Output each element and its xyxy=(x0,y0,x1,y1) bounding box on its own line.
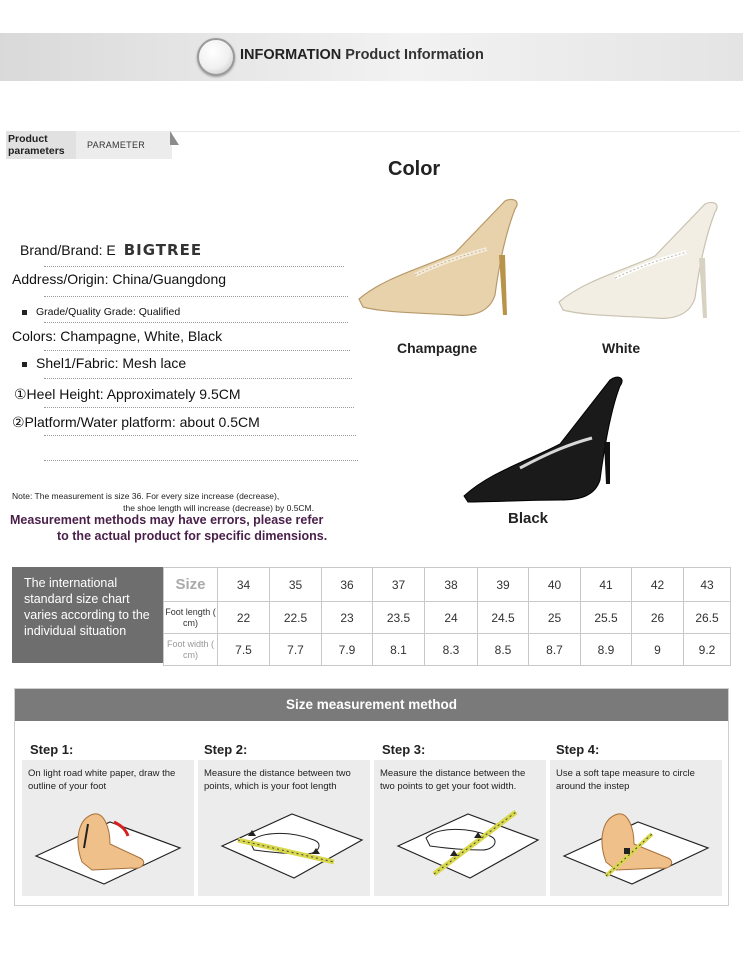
param-platform: ②Platform/Water platform: about 0.5CM xyxy=(12,414,260,430)
step-2-card xyxy=(198,760,370,896)
measurement-note-line2: the shoe length will increase (decrease) by 0.5CM. xyxy=(123,503,314,513)
dotted-divider xyxy=(44,435,356,436)
step-3-text: Measure the distance between the two points to get your foot width. xyxy=(380,768,526,792)
foot-length-header: Foot length ( cm) xyxy=(164,602,218,634)
size-chart-table xyxy=(163,567,731,666)
foot-width-cell: 8.3 xyxy=(425,634,478,666)
foot-length-cell: 24.5 xyxy=(478,602,529,634)
banner-title xyxy=(240,47,484,63)
size-chart-description-box xyxy=(12,567,163,663)
param-brand-label: Brand/Brand: E xyxy=(20,242,116,258)
size-cell: 42 xyxy=(632,568,684,602)
size-cell: 34 xyxy=(218,568,270,602)
size-cell: 39 xyxy=(478,568,529,602)
foot-width-cell: 9.2 xyxy=(684,634,731,666)
dotted-divider xyxy=(44,296,348,297)
foot-width-cell: 7.7 xyxy=(270,634,322,666)
foot-width-illustration xyxy=(374,800,546,896)
foot-length-cell: 24 xyxy=(425,602,478,634)
error-note-line2: to the actual product for specific dimensions. xyxy=(57,529,328,543)
param-grade-text: Grade/Quality Grade: Qualified xyxy=(36,306,181,318)
step-1-heading: Step 1: xyxy=(30,742,74,757)
error-note-line1: Measurement methods may have errors, please refer xyxy=(10,513,324,527)
swatch-label-champagne: Champagne xyxy=(397,340,478,356)
foot-width-cell: 8.9 xyxy=(581,634,632,666)
banner-title-main: INFORMATION xyxy=(240,47,342,63)
foot-width-cell: 9 xyxy=(632,634,684,666)
step-4-card xyxy=(550,760,722,896)
header-banner xyxy=(0,33,743,81)
instep-tape-illustration xyxy=(550,800,722,896)
foot-outline-illustration xyxy=(22,800,194,896)
param-fabric xyxy=(22,355,186,371)
param-origin: Address/Origin: China/Guangdong xyxy=(12,271,227,287)
banner-title-sub: Product Information xyxy=(345,47,484,63)
swatch-label-white: White xyxy=(602,340,641,356)
size-chart-description: The international standard size chart varies according to the individual situation xyxy=(24,576,150,638)
size-header: Size xyxy=(164,568,218,602)
foot-width-cell: 8.1 xyxy=(373,634,425,666)
foot-width-cell: 8.7 xyxy=(529,634,581,666)
foot-length-cell: 22.5 xyxy=(270,602,322,634)
measurement-note-line1: Note: The measurement is size 36. For every size increase (decrease), xyxy=(12,491,280,501)
step-3-heading: Step 3: xyxy=(382,742,426,757)
shoe-white-image xyxy=(555,198,725,330)
foot-length-cell: 26 xyxy=(632,602,684,634)
bullet-icon xyxy=(22,362,27,367)
shoe-champagne-image xyxy=(355,195,525,327)
dotted-divider xyxy=(44,266,344,267)
step-1-text: On light road white paper, draw the outline of your foot xyxy=(28,768,176,792)
measurement-method-title: Size measurement method xyxy=(285,697,458,712)
param-grade xyxy=(22,306,180,318)
foot-width-cell: 7.5 xyxy=(218,634,270,666)
step-3-card xyxy=(374,760,546,896)
param-brand xyxy=(20,241,202,259)
param-colors: Colors: Champagne, White, Black xyxy=(12,328,223,344)
foot-width-row xyxy=(164,634,731,666)
size-cell: 37 xyxy=(373,568,425,602)
param-heel-height: ①Heel Height: Approximately 9.5CM xyxy=(14,386,241,402)
foot-length-illustration xyxy=(198,800,370,896)
measurement-method-title-bar xyxy=(15,689,728,721)
measurement-note xyxy=(12,490,314,514)
size-cell: 38 xyxy=(425,568,478,602)
foot-width-cell: 7.9 xyxy=(322,634,373,666)
parameter-tab-label: PARAMETER xyxy=(87,140,146,150)
step-2-text: Measure the distance between two points, which is your foot length xyxy=(204,768,351,792)
bullet-icon xyxy=(22,310,27,315)
foot-length-cell: 25.5 xyxy=(581,602,632,634)
foot-width-cell: 8.5 xyxy=(478,634,529,666)
foot-length-row xyxy=(164,602,731,634)
banner-circle-icon xyxy=(197,38,235,76)
step-1-card xyxy=(22,760,194,896)
foot-length-cell: 23 xyxy=(322,602,373,634)
brand-logo: BIGTREE xyxy=(123,241,203,259)
size-cell: 41 xyxy=(581,568,632,602)
param-fabric-text: Shel1/Fabric: Mesh lace xyxy=(36,355,187,371)
dotted-divider xyxy=(44,407,354,408)
step-4-text: Use a soft tape measure to circle around the instep xyxy=(556,768,695,792)
step-2-heading: Step 2: xyxy=(204,742,248,757)
foot-length-cell: 22 xyxy=(218,602,270,634)
size-cell: 36 xyxy=(322,568,373,602)
size-cell: 35 xyxy=(270,568,322,602)
dotted-divider xyxy=(44,322,348,323)
size-cell: 43 xyxy=(684,568,731,602)
dotted-divider xyxy=(44,350,350,351)
parameter-tab xyxy=(6,131,172,159)
size-cell: 40 xyxy=(529,568,581,602)
shoe-black-image xyxy=(460,372,630,504)
size-row xyxy=(164,568,731,602)
dotted-divider xyxy=(44,460,358,461)
foot-width-header: Foot width ( cm) xyxy=(164,634,218,666)
step-4-heading: Step 4: xyxy=(556,742,600,757)
dotted-divider xyxy=(44,378,352,379)
foot-length-cell: 26.5 xyxy=(684,602,731,634)
foot-length-cell: 23.5 xyxy=(373,602,425,634)
foot-length-cell: 25 xyxy=(529,602,581,634)
parameter-tab-notch xyxy=(170,131,179,145)
swatch-label-black: Black xyxy=(508,510,549,527)
color-title: Color xyxy=(388,158,441,180)
error-note xyxy=(10,512,327,544)
parameter-tab-title: Product parameters xyxy=(8,133,65,157)
